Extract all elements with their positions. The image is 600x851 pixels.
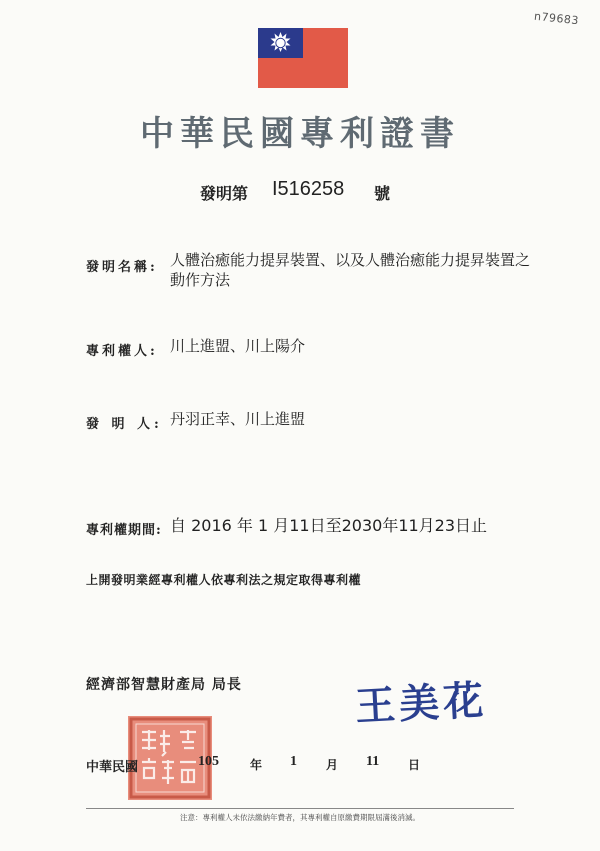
date-year-unit: 年: [250, 758, 263, 772]
date-day: 11: [366, 754, 380, 769]
handwritten-serial: n79683: [533, 9, 580, 28]
national-flag-icon: [258, 28, 348, 88]
white-sun-icon: [258, 28, 303, 58]
issuing-office: 經濟部智慧財產局 局長: [86, 677, 242, 693]
date-month-unit: 月: [326, 758, 339, 772]
invention-name-label: 發明名稱:: [86, 260, 158, 275]
patent-number: I516258: [272, 178, 345, 200]
certificate-title: 中華民國專利證書: [140, 114, 460, 154]
footnote: 注意：專利權人未依法繳納年費者，其專利權自原繳費期限屆滿後消滅。: [180, 813, 420, 822]
grant-statement: 上開發明業經專利權人依專利法之規定取得專利權: [86, 573, 362, 587]
inventor-label: 發 明 人:: [86, 417, 163, 432]
patent-term-value: 自 2016 年 1 月11日至2030年11月23日止: [170, 516, 488, 535]
date-month: 1: [290, 754, 297, 769]
patentee-value: 川上進盟、川上陽介: [170, 337, 306, 355]
patent-term-label: 專利權期間:: [86, 523, 162, 538]
date-era-label: 中華民國: [86, 760, 139, 775]
patentee-label: 專利權人:: [86, 344, 158, 359]
invention-name-value: 人體治癒能力提昇裝置、以及人體治癒能力提昇裝置之動作方法: [170, 251, 531, 289]
patent-number-prefix: 發明第: [200, 184, 249, 203]
inventor-value: 丹羽正幸、川上進盟: [170, 410, 306, 428]
date-year: 105: [198, 754, 219, 769]
footnote-divider: [86, 808, 514, 809]
patent-number-suffix: 號: [374, 184, 391, 203]
director-signature: 王美花: [354, 676, 489, 731]
date-day-unit: 日: [408, 758, 421, 772]
